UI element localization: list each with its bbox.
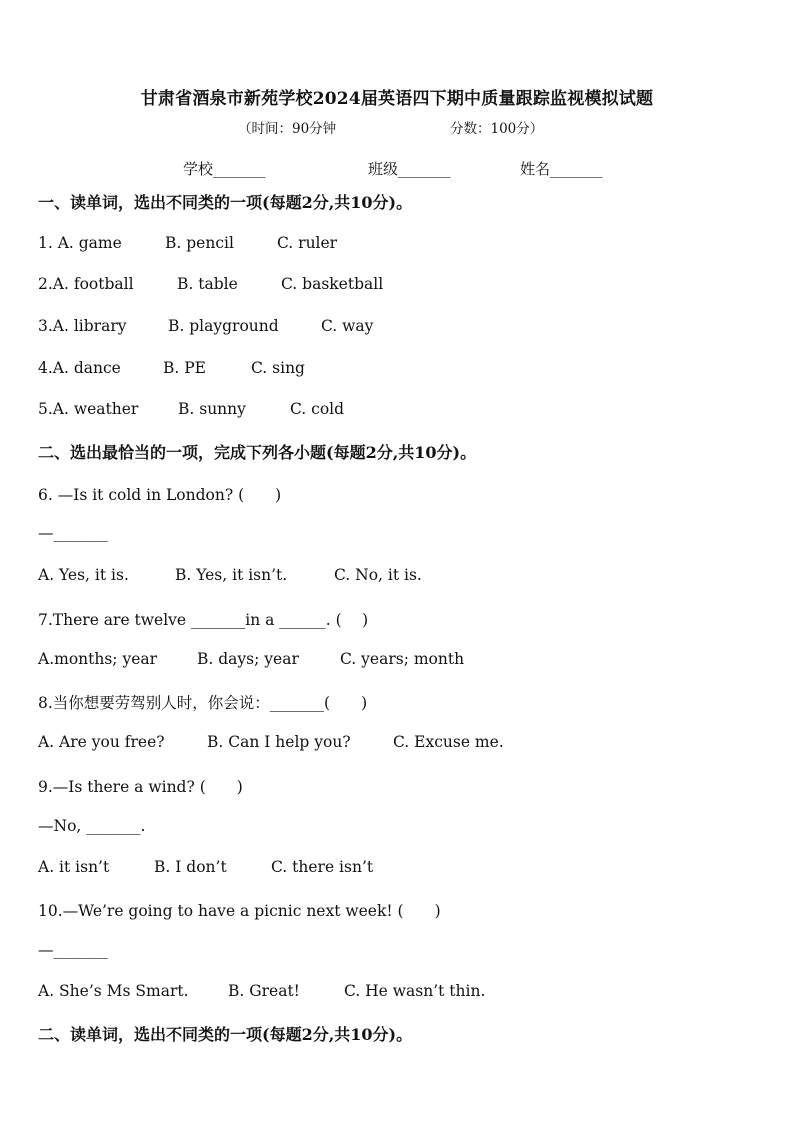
q8-option-c: C. Excuse me. <box>393 733 504 751</box>
q1-option-b: B. pencil <box>165 234 234 252</box>
q7-stem: 7.There are twelve _______in a ______. ( ) <box>38 611 369 629</box>
q10-option-a: A. She’s Ms Smart. <box>38 982 189 1000</box>
q3-option-b: B. playground <box>168 317 279 335</box>
q2-option-c: C. basketball <box>281 275 384 293</box>
page-title: 甘肃省酒泉市新苑学校2024届英语四下期中质量跟踪监视模拟试题 <box>140 89 654 109</box>
q8-option-b: B. Can I help you? <box>207 733 351 751</box>
q9-option-b: B. I don’t <box>154 858 227 876</box>
q6-option-c: C. No, it is. <box>334 566 422 584</box>
q7-option-a: A.months; year <box>38 650 158 668</box>
q10-stem: 10.—We’re going to have a picnic next week! ( ) <box>38 902 441 920</box>
q10-answer-line: —_______ <box>38 941 108 959</box>
q5-option-a: 5.A. weather <box>38 400 139 418</box>
q6-stem: 6. —Is it cold in London? ( ) <box>38 486 282 504</box>
q7-option-c: C. years; month <box>340 650 465 668</box>
q8-option-a: A. Are you free? <box>38 733 165 751</box>
section-1-heading: 一、读单词，选出不同类的一项(每题2分,共10分)。 <box>38 193 413 212</box>
q9-option-a: A. it isn’t <box>38 858 110 876</box>
q2-option-b: B. table <box>177 275 238 293</box>
q9-stem: 9.—Is there a wind? ( ) <box>38 778 243 796</box>
q9-option-c: C. there isn’t <box>271 858 374 876</box>
q2-option-a: 2.A. football <box>38 275 134 293</box>
q3-option-a: 3.A. library <box>38 317 127 335</box>
q4-option-c: C. sing <box>251 359 305 377</box>
q6-answer-line: —_______ <box>38 524 108 542</box>
q6-option-a: A. Yes, it is. <box>38 566 129 584</box>
exam-time: （时间：90分钟 <box>238 121 337 137</box>
q8-stem: 8.当你想要劳驾别人时，你会说：_______( ) <box>38 694 368 712</box>
q5-option-b: B. sunny <box>178 400 246 418</box>
q10-option-c: C. He wasn’t thin. <box>344 982 486 1000</box>
q6-option-b: B. Yes, it isn’t. <box>175 566 288 584</box>
q4-option-b: B. PE <box>163 359 206 377</box>
class-field: 班级_______ <box>368 160 451 178</box>
section-3-heading: 二、读单词，选出不同类的一项(每题2分,共10分)。 <box>38 1025 413 1044</box>
q4-option-a: 4.A. dance <box>38 359 121 377</box>
q1-option-a: 1. A. game <box>38 234 122 252</box>
name-field: 姓名_______ <box>520 160 603 178</box>
q9-answer-line: —No, _______. <box>38 817 146 835</box>
section-2-heading: 二、选出最恰当的一项，完成下列各小题(每题2分,共10分)。 <box>38 443 477 462</box>
q3-option-c: C. way <box>321 317 374 335</box>
q1-option-c: C. ruler <box>277 234 338 252</box>
q5-option-c: C. cold <box>290 400 345 418</box>
school-field: 学校_______ <box>183 160 266 178</box>
exam-score: 分数：100分） <box>450 121 544 137</box>
q7-option-b: B. days; year <box>197 650 299 668</box>
q10-option-b: B. Great! <box>228 982 300 1000</box>
